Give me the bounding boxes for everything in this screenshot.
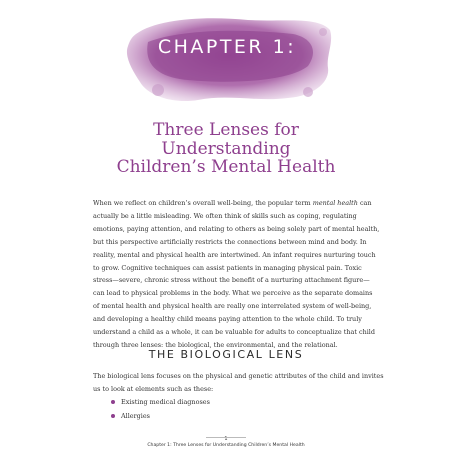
bullet-icon xyxy=(111,400,115,404)
bullet-icon xyxy=(111,414,115,418)
text-line: and developing a healthy child means paying attention to the whole child. To truly xyxy=(93,315,362,324)
section-heading: THE BIOLOGICAL LENS xyxy=(148,348,304,361)
emphasis-term: mental health xyxy=(312,199,358,207)
text-line: to grow. Cognitive techniques can assist patients in managing physical pain. Toxic xyxy=(93,263,362,272)
title-line: Understanding xyxy=(161,138,291,159)
list-item xyxy=(111,395,210,409)
text-line: The biological lens focuses on the physical and genetic attributes of the child and invites xyxy=(93,372,384,380)
text-line: understand a child as a whole, it can be valuable for adults to conceptualize that child xyxy=(93,328,375,337)
text-span: can xyxy=(357,199,372,207)
text-line: but this perspective artificially restricts the connections between mind and body. In xyxy=(93,237,367,246)
section-paragraph xyxy=(93,370,384,395)
text-line: reality, mental and physical health are intertwined. An infant requires nurturing touch xyxy=(93,250,376,259)
title-line: Children’s Mental Health xyxy=(116,157,336,177)
text-line: emotions, paying attention, and relating to others as being solely part of mental health, xyxy=(93,224,380,233)
text-span: When we reflect on children’s overall well-being, the popular term xyxy=(93,199,313,207)
list-item-text: Allergies xyxy=(121,412,150,420)
text-line: us to look at elements such as these: xyxy=(93,384,214,393)
text-line: can lead to physical problems in the body. What we perceive as the separate domains xyxy=(93,289,373,298)
watercolor-splash xyxy=(118,12,336,104)
text-line: stress—severe, chronic stress without the benefit of a nurturing attachment figure— xyxy=(93,276,370,285)
list-item xyxy=(111,409,210,423)
title-line: Three Lenses for xyxy=(153,120,299,140)
text-line: through three lenses: the biological, the environmental, and the relational. xyxy=(93,340,338,349)
chapter-label: CHAPTER 1: xyxy=(157,36,297,58)
text-line: actually be a little misleading. We often think of skills such as coping, regulating xyxy=(93,211,357,220)
footer-divider xyxy=(206,437,246,438)
chapter-title xyxy=(40,121,412,177)
list-item-text: Existing medical diagnoses xyxy=(121,398,210,406)
running-footer: Chapter 1: Three Lenses for Understanding Children’s Mental Health xyxy=(147,443,305,448)
text-line xyxy=(93,197,372,210)
page-number: 1 xyxy=(224,436,228,442)
bullet-list xyxy=(111,395,210,423)
intro-paragraph xyxy=(93,197,380,352)
text-line: of mental health and physical health are really one interrelated system of well-being, xyxy=(93,302,372,311)
